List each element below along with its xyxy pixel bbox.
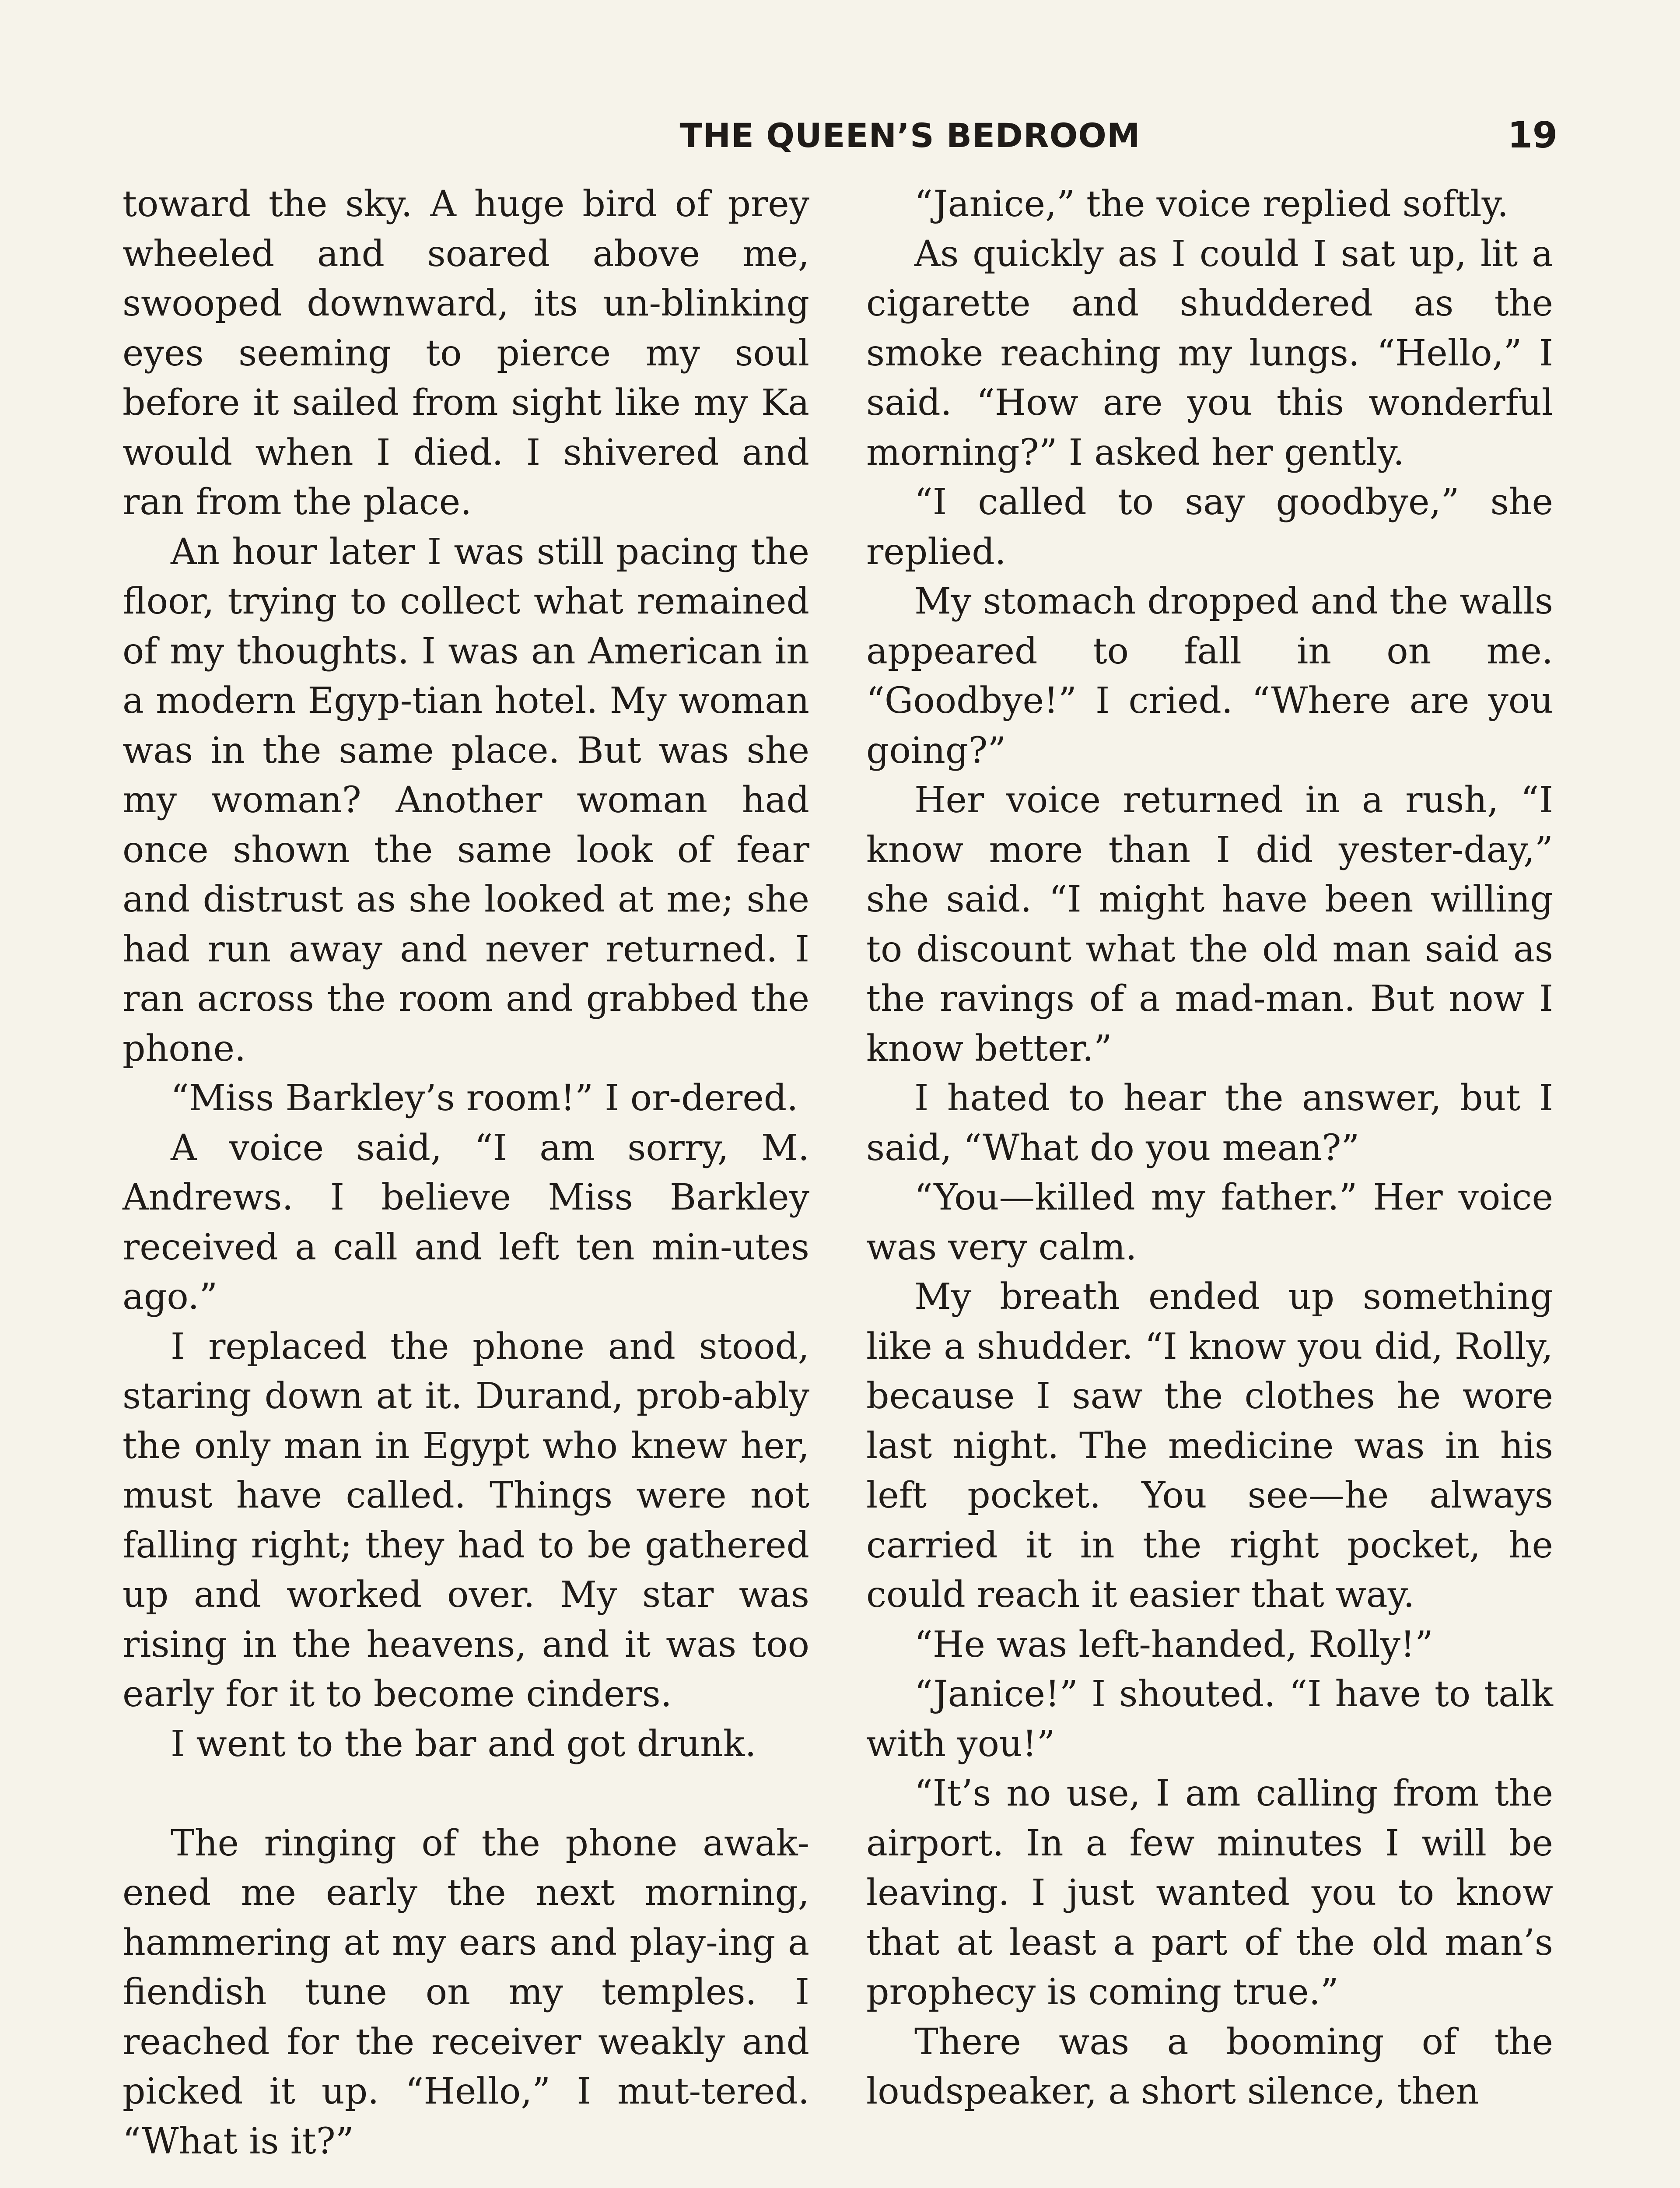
paragraph: [866, 1769, 1553, 2017]
paragraph: [122, 1719, 809, 1769]
paragraph-text: I replaced the phone and stood, staring down at it. Durand, prob-ably the only man in Egypt who knew her, must have called. Things were not falling right; they had to be gathered up and worked over. My star was rising in the heavens, and it was too early for it to become cinders.: [122, 1325, 809, 1715]
paragraph-text: I hated to hear the answer, but I said, “What do you mean?”: [866, 1077, 1553, 1169]
paragraph: [866, 1173, 1553, 1272]
paragraph-text: “He was left-handed, Rolly!”: [914, 1623, 1433, 1666]
page-header: [122, 114, 1558, 158]
paragraph-text: As quickly as I could I sat up, lit a cigarette and shuddered as the smoke reaching my lungs. “Hello,” I said. “How are you this wonderful morning?” I asked her gently.: [866, 233, 1553, 473]
paragraph: [866, 577, 1553, 775]
section-break: [122, 1769, 809, 1819]
paragraph: [866, 1272, 1553, 1620]
right-column: [866, 179, 1553, 2117]
paragraph-text: “You—killed my father.” Her voice was very calm.: [866, 1177, 1553, 1268]
paragraph: [866, 229, 1553, 478]
paragraph: [866, 1073, 1553, 1173]
paragraph: [866, 2017, 1553, 2117]
paragraph: [122, 527, 809, 1074]
paragraph-text: “Janice!” I shouted. “I have to talk with you!”: [866, 1673, 1553, 1765]
paragraph: [866, 179, 1553, 229]
paragraph-text: “Miss Barkley’s room!” I or-dered.: [171, 1077, 798, 1119]
paragraph-text: My stomach dropped and the walls appeared to fall in on me. “Goodbye!” I cried. “Where are you going?”: [866, 581, 1553, 771]
running-head: THE QUEEN’S BEDROOM: [679, 116, 1141, 155]
paragraph: [866, 1669, 1553, 1769]
paragraph: [122, 1073, 809, 1123]
paragraph: [122, 1819, 809, 2167]
left-column: [122, 179, 809, 2166]
paragraph: [122, 1322, 809, 1719]
paragraph: [122, 1123, 809, 1322]
paragraph-text: “It’s no use, I am calling from the airport. In a few minutes I will be leaving. I just wanted you to know that at least a part of the old man’s prophecy is coming true.”: [866, 1773, 1553, 2013]
paragraph-text: I went to the bar and got drunk.: [171, 1723, 756, 1765]
paragraph: [866, 477, 1553, 577]
paragraph-text: The ringing of the phone awak-ened me early the next morning, hammering at my ears and play-ing a fiendish tune on my temples. I reached for the receiver weakly and picked it up. “Hello,” I mut-tered. “What is it?”: [122, 1822, 809, 2162]
paragraph-text: Her voice returned in a rush, “I know more than I did yester-day,” she said. “I might have been willing to discount what the old man said as the ravings of a mad-man. But now I know better.”: [866, 779, 1553, 1069]
paragraph-text: toward the sky. A huge bird of prey wheeled and soared above me, swooped downward, its un-blinking eyes seeming to pierce my soul before it sailed from sight like my Ka would when I died. I shivered and ran from the place.: [122, 183, 809, 523]
paragraph-text: “Janice,” the voice replied softly.: [914, 183, 1509, 225]
page-number: 19: [1507, 115, 1558, 156]
paragraph: [122, 179, 809, 527]
paragraph-text: A voice said, “I am sorry, M. Andrews. I believe Miss Barkley received a call and left ten min-utes ago.”: [122, 1127, 809, 1318]
paragraph-text: “I called to say goodbye,” she replied.: [866, 481, 1553, 573]
paragraph-text: There was a booming of the loudspeaker, a short silence, then: [866, 2021, 1553, 2112]
paragraph: [866, 1620, 1553, 1670]
paragraph: [866, 775, 1553, 1073]
paragraph-text: My breath ended up something like a shudder. “I know you did, Rolly, because I saw the clothes he wore last night. The medicine was in his left pocket. You see—he always carried it in the right pocket, he could reach it easier that way.: [866, 1276, 1553, 1616]
paragraph-text: An hour later I was still pacing the floor, trying to collect what remained of my thoughts. I was an American in a modern Egyp-tian hotel. My woman was in the same place. But was she my woman? Another woman had once shown the same look of fear and distrust as she looked at me; she had run away and never returned. I ran across the room and grabbed the phone.: [122, 531, 809, 1069]
